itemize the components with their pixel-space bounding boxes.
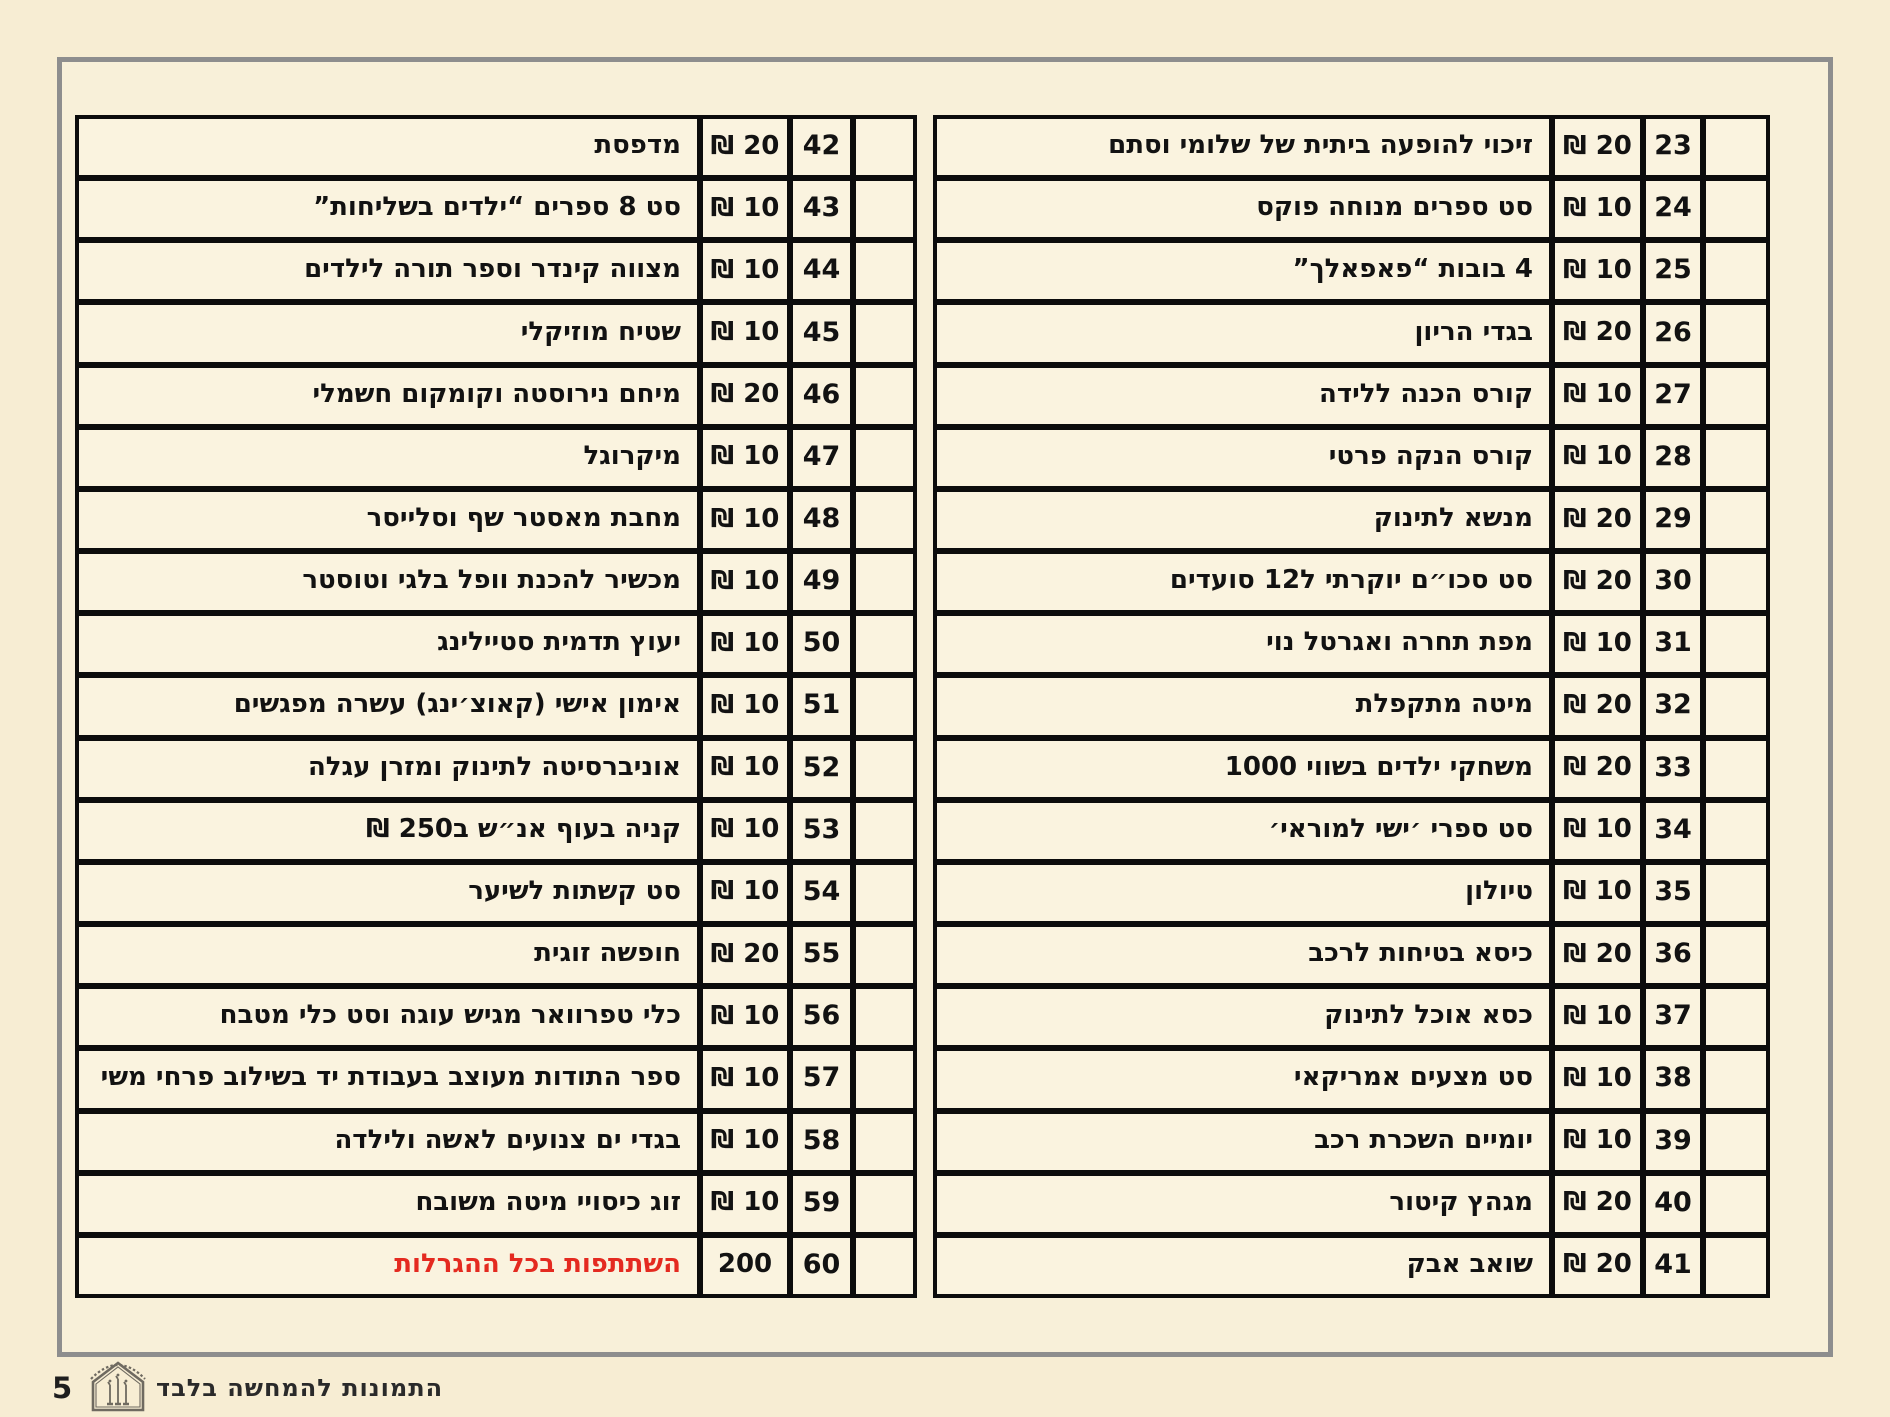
prize-row xyxy=(934,116,1769,178)
prize-row xyxy=(934,1048,1769,1110)
prize-description: סט 8 ספרים “ילדים בשליחות” xyxy=(76,178,700,240)
prize-row xyxy=(934,675,1769,737)
prize-number: 50 xyxy=(790,613,853,675)
prize-description: קורס הכנה ללידה xyxy=(934,365,1552,427)
prize-description: אוניברסיטה לתינוק ומזרן עגלה xyxy=(76,738,700,800)
prize-description: מנשא לתינוק xyxy=(934,489,1552,551)
mark-box-cell xyxy=(853,427,916,489)
prize-price: 20 ₪ xyxy=(1552,1235,1643,1297)
prize-description: שטיח מוזיקלי xyxy=(76,302,700,364)
prize-price: 20 ₪ xyxy=(700,116,790,178)
prize-description: מצווה קינדר וספר תורה לילדים xyxy=(76,240,700,302)
prize-number: 26 xyxy=(1643,302,1703,364)
prize-description: סט ספרי ׳ישי למוראי׳ xyxy=(934,800,1552,862)
prize-price: 10 ₪ xyxy=(700,738,790,800)
prize-row xyxy=(934,1111,1769,1173)
mark-box-cell xyxy=(1703,302,1769,364)
prize-row xyxy=(76,924,916,986)
prize-row xyxy=(76,365,916,427)
mark-box-cell xyxy=(853,240,916,302)
prize-row xyxy=(76,1048,916,1110)
prize-row xyxy=(76,427,916,489)
prize-row xyxy=(76,240,916,302)
prize-row xyxy=(934,1235,1769,1297)
prize-number: 44 xyxy=(790,240,853,302)
mark-box-cell xyxy=(853,738,916,800)
mark-box-cell xyxy=(1703,365,1769,427)
prize-description: בגדי ים צנועים לאשה ולילדה xyxy=(76,1111,700,1173)
mark-box-cell xyxy=(1703,862,1769,924)
prize-description: מיטה מתקפלת xyxy=(934,675,1552,737)
prize-number: 45 xyxy=(790,302,853,364)
prize-price: 10 ₪ xyxy=(1552,986,1643,1048)
prize-number: 43 xyxy=(790,178,853,240)
mark-box-cell xyxy=(853,800,916,862)
mark-box-cell xyxy=(853,178,916,240)
mark-box-cell xyxy=(853,1048,916,1110)
prize-number: 42 xyxy=(790,116,853,178)
prize-description: אימון אישי (קאוצ׳ינג) עשרה מפגשים xyxy=(76,675,700,737)
prize-row xyxy=(934,986,1769,1048)
mark-box-cell xyxy=(1703,1111,1769,1173)
prize-row xyxy=(76,1173,916,1235)
mark-box-cell xyxy=(1703,1048,1769,1110)
prize-row xyxy=(934,1173,1769,1235)
mark-box-cell xyxy=(853,862,916,924)
mark-box-cell xyxy=(853,613,916,675)
prize-number: 47 xyxy=(790,427,853,489)
prize-price: 10 ₪ xyxy=(700,800,790,862)
mark-box-cell xyxy=(853,675,916,737)
prize-table-items-42-60 xyxy=(75,115,917,1298)
prize-description: סט מצעים אמריקאי xyxy=(934,1048,1552,1110)
prize-number: 39 xyxy=(1643,1111,1703,1173)
prize-number: 38 xyxy=(1643,1048,1703,1110)
mark-box-cell xyxy=(1703,240,1769,302)
prize-number: 59 xyxy=(790,1173,853,1235)
prize-row xyxy=(934,862,1769,924)
prize-price: 10 ₪ xyxy=(700,986,790,1048)
prize-price: 10 ₪ xyxy=(700,489,790,551)
prize-row xyxy=(934,302,1769,364)
prize-price: 10 ₪ xyxy=(1552,1111,1643,1173)
prize-description: קניה בעוף אנ״ש ב250 ₪ xyxy=(76,800,700,862)
prize-price: 10 ₪ xyxy=(1552,1048,1643,1110)
prize-row xyxy=(76,986,916,1048)
prize-number: 57 xyxy=(790,1048,853,1110)
prize-description: זוג כיסויי מיטה משובח xyxy=(76,1173,700,1235)
mark-box-cell xyxy=(1703,427,1769,489)
prize-price: 10 ₪ xyxy=(1552,613,1643,675)
mark-box-cell xyxy=(1703,924,1769,986)
prize-number: 37 xyxy=(1643,986,1703,1048)
prize-price: 20 ₪ xyxy=(1552,551,1643,613)
prize-row xyxy=(934,489,1769,551)
prize-number: 51 xyxy=(790,675,853,737)
prize-description: זיכוי להופעה ביתית של שלומי וסתם xyxy=(934,116,1552,178)
prize-price: 10 ₪ xyxy=(700,862,790,924)
prize-row xyxy=(934,178,1769,240)
prize-price: 20 ₪ xyxy=(1552,116,1643,178)
prize-row xyxy=(76,302,916,364)
prize-price: 10 ₪ xyxy=(700,551,790,613)
prize-description: שואב אבק xyxy=(934,1235,1552,1297)
page-footer xyxy=(0,1357,1890,1417)
prize-row xyxy=(76,116,916,178)
prize-price: 20 ₪ xyxy=(700,924,790,986)
mark-box-cell xyxy=(853,1173,916,1235)
prize-row xyxy=(934,365,1769,427)
prize-description: 4 בובות “פאפאלך” xyxy=(934,240,1552,302)
prize-description: מגהץ קיטור xyxy=(934,1173,1552,1235)
prize-table-left xyxy=(75,115,917,1298)
page-number: 5 xyxy=(52,1371,73,1405)
prize-price: 10 ₪ xyxy=(700,1111,790,1173)
prize-number: 35 xyxy=(1643,862,1703,924)
prize-number: 48 xyxy=(790,489,853,551)
prize-number: 25 xyxy=(1643,240,1703,302)
prize-price: 20 ₪ xyxy=(1552,738,1643,800)
mark-box-cell xyxy=(853,1111,916,1173)
mark-box-cell xyxy=(1703,178,1769,240)
prize-number: 33 xyxy=(1643,738,1703,800)
mark-box-cell xyxy=(853,365,916,427)
prize-row xyxy=(76,1235,916,1297)
prize-price: 10 ₪ xyxy=(700,302,790,364)
prize-description: מפת תחרה ואגרטל נוי xyxy=(934,613,1552,675)
prize-number: 55 xyxy=(790,924,853,986)
prize-row xyxy=(934,800,1769,862)
prize-price: 10 ₪ xyxy=(700,1048,790,1110)
mark-box-cell xyxy=(1703,1235,1769,1297)
prize-row xyxy=(934,240,1769,302)
prize-price: 20 ₪ xyxy=(1552,675,1643,737)
prize-number: 52 xyxy=(790,738,853,800)
prize-price: 20 ₪ xyxy=(1552,924,1643,986)
mark-box-cell xyxy=(1703,986,1769,1048)
mark-box-cell xyxy=(853,489,916,551)
prize-number: 29 xyxy=(1643,489,1703,551)
prize-number: 36 xyxy=(1643,924,1703,986)
prize-number: 24 xyxy=(1643,178,1703,240)
prize-row xyxy=(76,551,916,613)
prize-price: 10 ₪ xyxy=(1552,178,1643,240)
mark-box-cell xyxy=(1703,551,1769,613)
prize-price: 20 ₪ xyxy=(1552,1173,1643,1235)
prize-row xyxy=(76,1111,916,1173)
prize-price: 10 ₪ xyxy=(1552,365,1643,427)
prize-description: כלי טפרוואר מגיש עוגה וסט כלי מטבח xyxy=(76,986,700,1048)
mark-box-cell xyxy=(1703,1173,1769,1235)
prize-price: 10 ₪ xyxy=(700,675,790,737)
prize-price: 10 ₪ xyxy=(700,178,790,240)
prize-price: 10 ₪ xyxy=(700,240,790,302)
prize-row xyxy=(76,178,916,240)
prize-number: 23 xyxy=(1643,116,1703,178)
prize-description: מכשיר להכנת וופל בלגי וטוסטר xyxy=(76,551,700,613)
mark-box-cell xyxy=(1703,613,1769,675)
prize-description: טיולון xyxy=(934,862,1552,924)
prize-description: יומיים השכרת רכב xyxy=(934,1111,1552,1173)
prize-description: קורס הנקה פרטי xyxy=(934,427,1552,489)
prize-price: 10 ₪ xyxy=(1552,862,1643,924)
prize-description: בגדי הריון xyxy=(934,302,1552,364)
prize-description: מיחם נירוסטה וקומקום חשמלי xyxy=(76,365,700,427)
prize-description: סט קשתות לשיער xyxy=(76,862,700,924)
prize-description: סט סכו״ם יוקרתי ל12 סועדים xyxy=(934,551,1552,613)
prize-price: 20 ₪ xyxy=(700,365,790,427)
prize-number: 31 xyxy=(1643,613,1703,675)
prize-price: 10 ₪ xyxy=(1552,427,1643,489)
prize-table-items-23-41 xyxy=(933,115,1770,1298)
prize-price: 20 ₪ xyxy=(1552,302,1643,364)
prize-description: סט ספרים מנוחה פוקס xyxy=(934,178,1552,240)
mark-box-cell xyxy=(1703,116,1769,178)
prize-description: מיקרוגל xyxy=(76,427,700,489)
prize-description: חופשה זוגית xyxy=(76,924,700,986)
prize-number: 27 xyxy=(1643,365,1703,427)
prize-number: 34 xyxy=(1643,800,1703,862)
prize-row xyxy=(76,675,916,737)
prize-price: 20 ₪ xyxy=(1552,489,1643,551)
prize-number: 30 xyxy=(1643,551,1703,613)
prize-price: 10 ₪ xyxy=(700,613,790,675)
prize-description: מדפסת xyxy=(76,116,700,178)
prize-row xyxy=(76,800,916,862)
prize-number: 58 xyxy=(790,1111,853,1173)
mark-box-cell xyxy=(853,924,916,986)
prize-number: 60 xyxy=(790,1235,853,1297)
prize-row xyxy=(934,613,1769,675)
prize-table-right xyxy=(933,115,1770,1298)
prize-number: 41 xyxy=(1643,1235,1703,1297)
mark-box-cell xyxy=(853,551,916,613)
prize-description: ספר התודות מעוצב בעבודת יד בשילוב פרחי משי xyxy=(76,1048,700,1110)
footer-note: התמונות להמחשה בלבד xyxy=(156,1374,444,1402)
mark-box-cell xyxy=(853,1235,916,1297)
prize-row xyxy=(76,489,916,551)
prize-number: 28 xyxy=(1643,427,1703,489)
mark-box-cell xyxy=(1703,675,1769,737)
house-candles-logo xyxy=(85,1355,151,1415)
mark-box-cell xyxy=(1703,738,1769,800)
mark-box-cell xyxy=(1703,800,1769,862)
prize-row xyxy=(76,738,916,800)
mark-box-cell xyxy=(853,302,916,364)
mark-box-cell xyxy=(1703,489,1769,551)
prize-price: 10 ₪ xyxy=(1552,800,1643,862)
prize-description: מחבת מאסטר שף וסלייסר xyxy=(76,489,700,551)
mark-box-cell xyxy=(853,986,916,1048)
prize-description: כיסא בטיחות לרכב xyxy=(934,924,1552,986)
prize-number: 32 xyxy=(1643,675,1703,737)
prize-number: 40 xyxy=(1643,1173,1703,1235)
prize-price: 200 xyxy=(700,1235,790,1297)
prize-number: 46 xyxy=(790,365,853,427)
prize-price: 10 ₪ xyxy=(700,427,790,489)
prize-row xyxy=(76,862,916,924)
prize-row xyxy=(934,738,1769,800)
prize-number: 54 xyxy=(790,862,853,924)
prize-number: 49 xyxy=(790,551,853,613)
prize-number: 53 xyxy=(790,800,853,862)
prize-description: משחקי ילדים בשווי 1000 xyxy=(934,738,1552,800)
prize-number: 56 xyxy=(790,986,853,1048)
prize-row xyxy=(934,551,1769,613)
prize-description: כסא אוכל לתינוק xyxy=(934,986,1552,1048)
prize-description: יעוץ תדמית סטיילינג xyxy=(76,613,700,675)
prize-price: 10 ₪ xyxy=(1552,240,1643,302)
prize-row xyxy=(76,613,916,675)
prize-row xyxy=(934,427,1769,489)
prize-price: 10 ₪ xyxy=(700,1173,790,1235)
mark-box-cell xyxy=(853,116,916,178)
prize-row xyxy=(934,924,1769,986)
prize-description: השתתפות בכל ההגרלות xyxy=(76,1235,700,1297)
